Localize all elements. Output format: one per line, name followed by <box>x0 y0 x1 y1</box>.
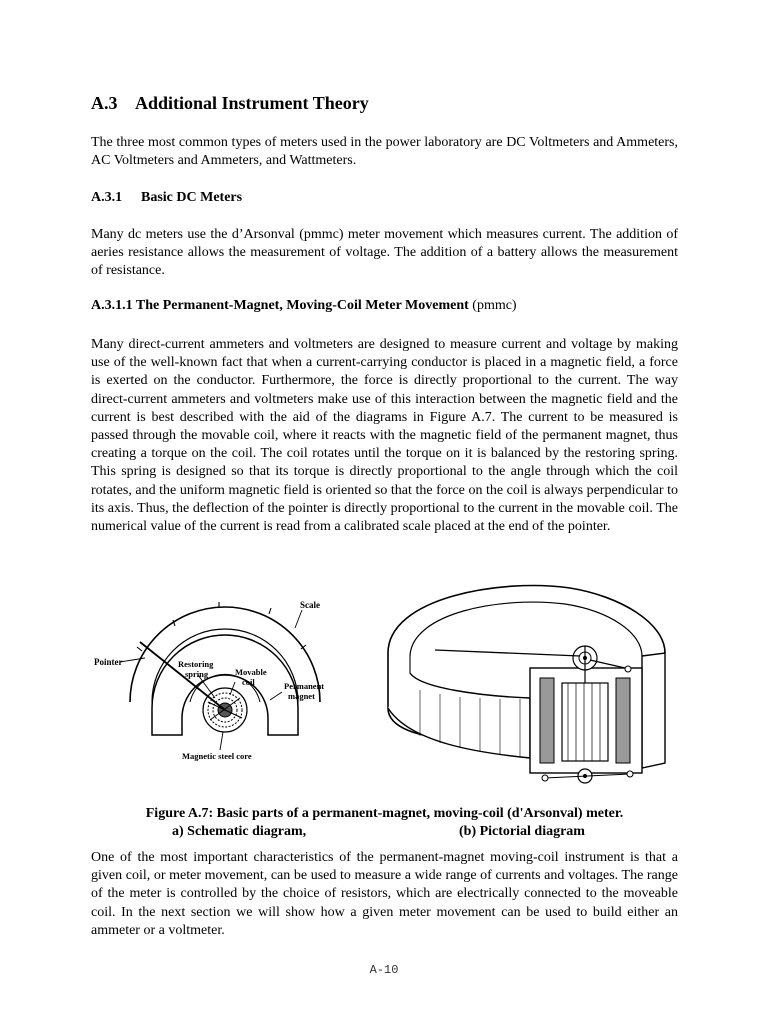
label-magnet: magnet <box>288 691 315 701</box>
figure-caption: Figure A.7: Basic parts of a permanent-magnet, moving-coil (d'Arsonval) meter. <box>145 806 624 821</box>
label-steel-core: Magnetic steel core <box>182 751 252 761</box>
intro-paragraph: The three most common types of meters used in the power laboratory are DC Voltmeters and Ammeters, AC Voltmeters and Ammeters, and Wattmeters. <box>91 135 678 169</box>
label-scale: Scale <box>300 600 320 610</box>
label-spring: spring <box>185 669 209 679</box>
section-title: Additional Instrument Theory <box>135 93 369 113</box>
section-number: A.3 <box>91 93 118 113</box>
section-heading <box>91 93 369 114</box>
label-restoring: Restoring <box>178 659 214 669</box>
caption-b: (b) Pictorial diagram <box>459 824 585 839</box>
label-coil: coil <box>242 677 255 687</box>
subsection-paragraph: Many dc meters use the d’Arsonval (pmmc) meter movement which measures current. The addition of aeries resistance allows the measurement of voltage. The addition of a battery allows the measurement of resistance. <box>91 227 678 279</box>
subsection-title: Basic DC Meters <box>141 190 243 205</box>
subsection-number: A.3.1 <box>91 190 123 205</box>
subsubsection-heading <box>91 298 517 314</box>
subsubsection-title: A.3.1.1 The Permanent-Magnet, Moving-Coil Meter Movement <box>91 298 469 313</box>
label-movable: Movable <box>235 667 267 677</box>
label-pointer: Pointer <box>94 657 123 667</box>
closing-paragraph: One of the most important characteristics of the permanent-magnet moving-coil instrument is that a given coil, or meter movement, can be used to measure a wide range of currents and voltages. The range of the meter is controlled by the choice of resistors, which are electrically connected to the moveable coil. In the next section we will show how a given meter movement can be used to build either an ammeter or a voltmeter. <box>91 850 678 938</box>
page-number: A-10 <box>369 963 399 977</box>
caption-a: a) Schematic diagram, <box>172 824 307 839</box>
subsubsection-suffix: (pmmc) <box>472 298 517 313</box>
body-paragraph: Many direct-current ammeters and voltmeters are designed to measure current and voltage by making use of the well-known fact that when a current-carrying conductor is placed in a magnetic field, a force is exerted on the conductor. Furthermore, the force is directly proportional to the current. The way direct-current ammeters and voltmeters make use of this interaction between the magnetic field and the current is best described with the aid of the diagrams in Figure A.7. The current to be measured is passed through the movable coil, where it reacts with the magnetic field of the permanent magnet, thus creating a torque on the coil. The coil rotates until the torque on it is balanced by the restoring spring. This spring is designed so that its torque is directly proportional to the angle through which the coil rotates, and the uniform magnetic field is oriented so that the force on the coil is always perpendicular to its axis. Thus, the deflection of the pointer is directly proportional to the current in the movable coil. The numerical value of the current is read from a calibrated scale placed at the end of the pointer. <box>91 337 678 535</box>
schematic-diagram <box>90 590 380 770</box>
subsection-heading <box>91 190 242 206</box>
label-permanent: Permanent <box>284 681 325 691</box>
pictorial-diagram <box>380 578 680 793</box>
